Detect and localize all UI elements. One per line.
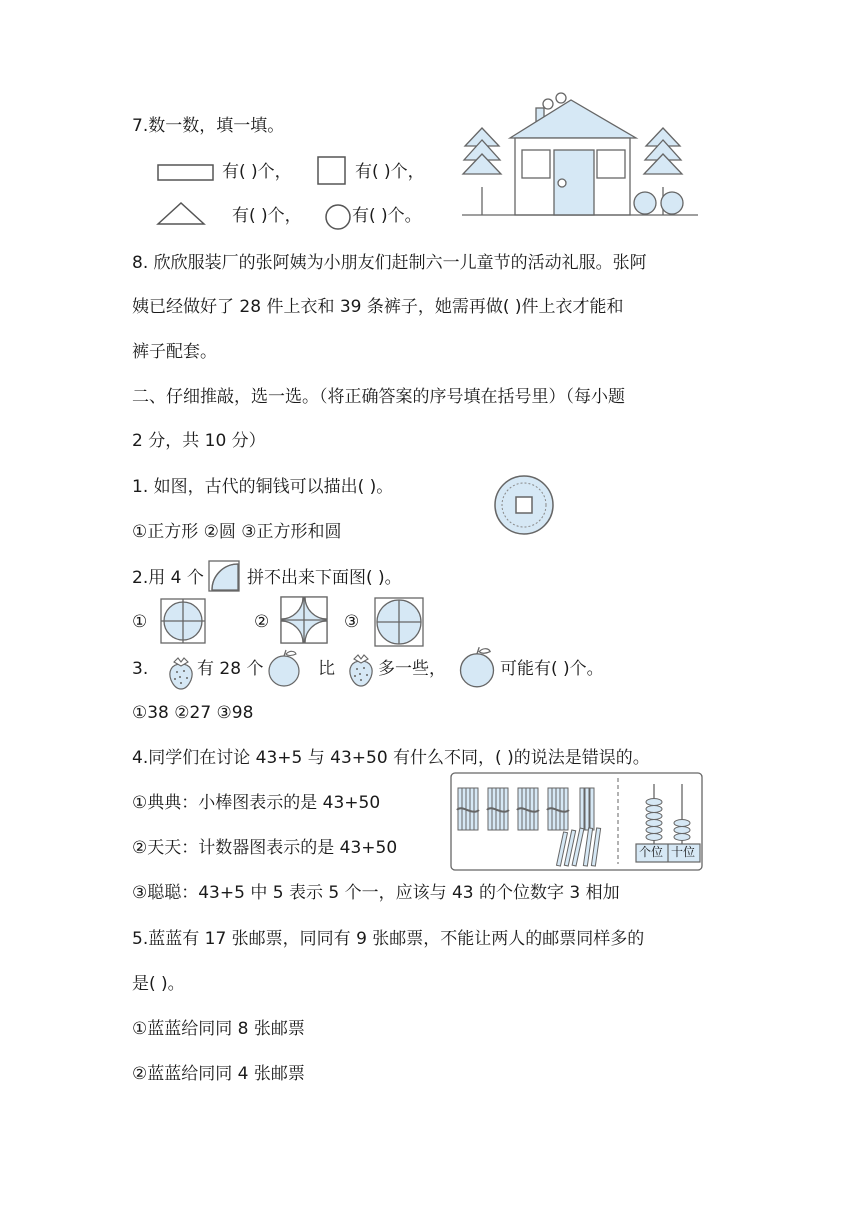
p3-number: 3. (132, 659, 149, 679)
p3-options: ①38 ②27 ③98 (132, 703, 254, 723)
abacus-tens-label: 十位 (671, 845, 696, 859)
strawberry-icon (167, 654, 195, 690)
abacus-ones-label: 个位 (639, 845, 664, 859)
q7-title: 7.数一数，填一填。 (132, 116, 285, 136)
circle-icon (323, 202, 353, 232)
apple-icon-2 (457, 645, 497, 689)
strawberry-icon-2 (347, 651, 375, 687)
p5-line1: 5.蓝蓝有 17 张邮票，同同有 9 张邮票，不能让两人的邮票同样多的 (132, 929, 645, 949)
q8-line3: 裤子配套。 (132, 342, 217, 362)
section2-title-line1: 二、仔细推敲，选一选。（将正确答案的序号填在括号里）（每小题 (132, 387, 625, 407)
p2-option-3-label: ③ (344, 612, 360, 632)
house-picture (460, 92, 700, 222)
apple-icon (266, 648, 302, 688)
p2-option-2-label: ② (254, 612, 270, 632)
p1-options: ①正方形 ②圆 ③正方形和圆 (132, 522, 342, 542)
p4-option-2: ②天天：计数器图表示的是 43+50 (132, 838, 398, 858)
triangle-icon (156, 200, 206, 226)
q7-triangle-blank: 有( )个， (232, 206, 302, 226)
sticks-and-abacus-picture (450, 772, 704, 872)
copper-coin-picture (493, 474, 555, 536)
p4-question: 4.同学们在讨论 43+5 与 43+50 有什么不同，( )的说法是错误的。 (132, 748, 650, 768)
rectangle-icon (157, 164, 215, 182)
p5-line2: 是( )。 (132, 974, 185, 994)
quarter-circle-tile-icon (208, 560, 240, 592)
p5-option-1: ①蓝蓝给同同 8 张邮票 (132, 1019, 305, 1039)
q8-line2: 姨已经做好了 28 件上衣和 39 条裤子，她需再做( )件上衣才能和 (132, 297, 624, 317)
p4-option-3: ③聪聪：43+5 中 5 表示 5 个一，应该与 43 的个位数字 3 相加 (132, 883, 620, 903)
p3-text-d: 可能有( )个。 (500, 659, 604, 679)
q7-circle-blank: 有( )个。 (352, 206, 422, 226)
q8-line1: 8. 欣欣服装厂的张阿姨为小朋友们赶制六一儿童节的活动礼服。张阿 (132, 253, 647, 273)
p2-option-1-label: ① (132, 612, 148, 632)
p2-option-1-shape (160, 598, 206, 644)
p4-option-1: ①典典：小棒图表示的是 43+50 (132, 793, 381, 813)
square-icon (317, 156, 347, 186)
p3-text-c: 多一些， (378, 659, 446, 679)
q7-square-blank: 有( )个， (355, 162, 425, 182)
section2-title-line2: 2 分，共 10 分） (132, 431, 266, 451)
p2-option-2-shape (280, 596, 328, 644)
p3-text-a: 有 28 个 (197, 659, 264, 679)
p1-question: 1. 如图，古代的铜钱可以描出( )。 (132, 477, 394, 497)
q7-rect-blank: 有( )个， (222, 162, 292, 182)
p2-option-3-shape (374, 597, 424, 647)
p2-question-a: 2.用 4 个 (132, 568, 204, 588)
p5-option-2: ②蓝蓝给同同 4 张邮票 (132, 1064, 305, 1084)
p2-question-b: 拼不出来下面图( )。 (247, 568, 402, 588)
p3-text-b: 比 (318, 659, 335, 679)
